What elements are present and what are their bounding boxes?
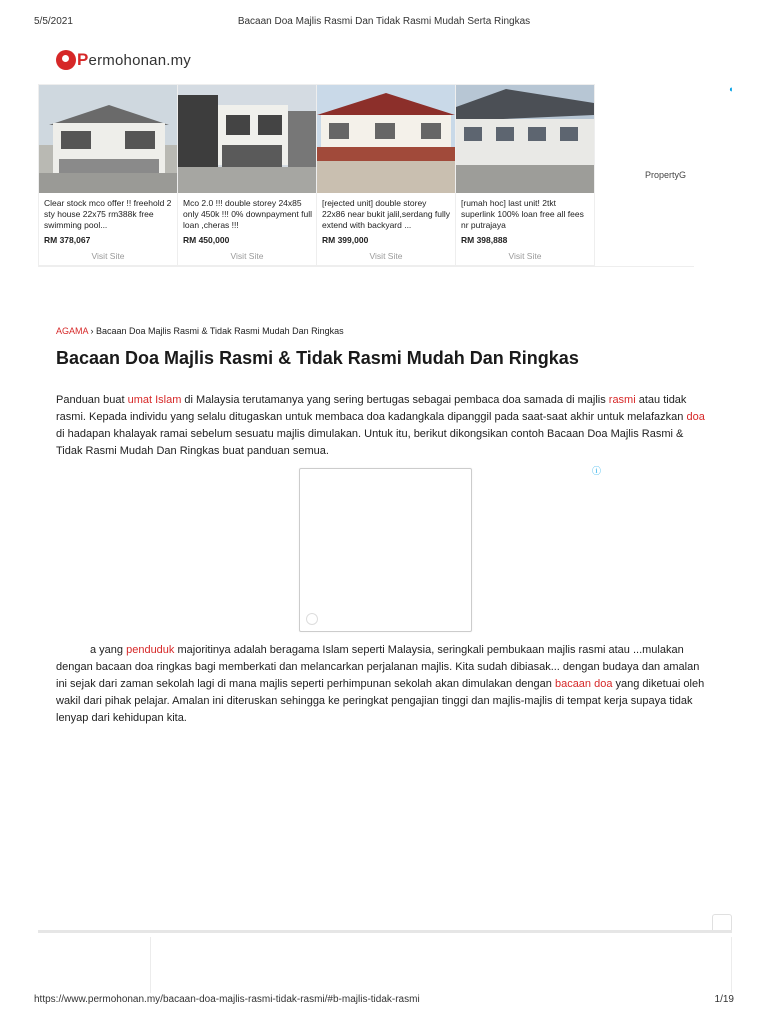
ad-house-image — [317, 85, 455, 193]
divider — [731, 937, 732, 993]
ad-house-image — [39, 85, 177, 193]
ad-description: [rumah hoc] last unit! 2tkt superlink 100% loan free all fees nr putrajaya — [461, 198, 584, 230]
link-bacaan-doa[interactable]: bacaan doa — [554, 678, 613, 690]
ad-card[interactable] — [455, 84, 595, 266]
print-footer — [34, 994, 734, 1008]
ad-description: Mco 2.0 !!! double storey 24x85 only 450k !!! 0% downpayment full loan ,cheras !!! — [183, 198, 312, 230]
link-penduduk[interactable]: penduduk — [126, 644, 175, 656]
ad-house-image — [178, 85, 316, 193]
print-doc-title: Bacaan Doa Majlis Rasmi Dan Tidak Rasmi Mudah Serta Ringkas — [237, 16, 531, 27]
ad-price: RM 450,000 — [183, 235, 230, 245]
property-ad-strip — [38, 84, 694, 267]
bottom-tab — [712, 914, 732, 931]
print-url: https://www.permohonan.my/bacaan-doa-majlis-rasmi-tidak-rasmi/#b-majlis-tidak-rasmi — [34, 994, 420, 1005]
print-page-number: 1/19 — [714, 994, 734, 1005]
intro-paragraph: Panduan buat umat Islam di Malaysia terutamanya yang sering bertugas sebagai pembaca doa samada di majlis rasmi atau tidak rasmi. Kepada individu yang selalu ditugaskan untuk membaca doa kadangkala dipanggil pada saat-saat akhir untuk melafazkan doa di hadapan khalayak ramai sebelum sesuatu majlis dimulakan. Untuk itu, berikut dikongsikan contoh Bacaan Doa Majlis Rasmi & Tidak Rasmi Mudah Dan Ringkas buat panduan semua. — [56, 394, 705, 457]
ad-price: RM 378,067 — [44, 235, 91, 245]
divider — [150, 937, 151, 993]
ad-card[interactable] — [316, 84, 456, 266]
ad-placeholder[interactable] — [299, 468, 472, 632]
site-logo[interactable] — [56, 46, 191, 74]
ad-price: RM 398,888 — [461, 235, 508, 245]
ad-price: RM 399,000 — [322, 235, 369, 245]
breadcrumb-current: Bacaan Doa Majlis Rasmi & Tidak Rasmi Mudah Dan Ringkas — [96, 326, 344, 336]
page-title: Bacaan Doa Majlis Rasmi & Tidak Rasmi Mudah Dan Ringkas — [56, 348, 579, 368]
breadcrumb: AGAMA › Bacaan Doa Majlis Rasmi & Tidak Rasmi Mudah Dan Ringkas — [56, 326, 344, 336]
ad-close-icon[interactable] — [306, 613, 318, 625]
ad-description: Clear stock mco offer !! freehold 2 sty house 22x75 rm388k free swimming pool... — [44, 198, 172, 230]
ad-brand-label: PropertyG — [645, 170, 687, 180]
ad-house-image — [456, 85, 594, 193]
ad-card[interactable] — [177, 84, 317, 266]
logo-text: Permohonan.my — [77, 50, 191, 69]
adchoices-icon[interactable]: ◖ — [728, 84, 734, 94]
ad-card[interactable] — [38, 84, 178, 266]
adchoices-icon[interactable]: ⓘ — [592, 466, 602, 476]
visit-site-link[interactable]: Visit Site — [508, 251, 542, 261]
breadcrumb-category-link[interactable]: AGAMA — [56, 326, 89, 336]
visit-site-link[interactable]: Visit Site — [230, 251, 264, 261]
print-header — [34, 16, 734, 30]
link-rasmi[interactable]: rasmi — [608, 394, 636, 406]
ad-description: [rejected unit] double storey 22x86 near bukit jalil,serdang fully extend with backyard ... — [322, 198, 451, 230]
second-paragraph: a yang penduduk majoritinya adalah beragama Islam seperti Malaysia, seringkali pembukaan majlis rasmi atau ...mulakan dengan bacaan doa ringkas bagi memberkati dan melancarkan perjalanan majlis. Kita sudah dibiasak... dengan budaya dan amalan ini sejak dari zaman sekolah lagi di mana majlis seperti perhimpunan sekolah akan dimulakan dengan bacaan doa yang diketuai oleh wakil dari pihak pelajar. Amalan ini diteruskan sehingga ke peringkat pengajian tinggi dan majlis-majlis di tempat kerja supaya tidak lenyap dari kehidupan kita. — [56, 644, 705, 724]
visit-site-link[interactable]: Visit Site — [91, 251, 125, 261]
link-doa[interactable]: doa — [686, 411, 705, 423]
bottom-content-block — [38, 930, 732, 993]
logo-pin-icon — [56, 50, 76, 70]
visit-site-link[interactable]: Visit Site — [369, 251, 403, 261]
print-date: 5/5/2021 — [34, 16, 73, 27]
link-umat-islam[interactable]: umat Islam — [127, 394, 182, 406]
